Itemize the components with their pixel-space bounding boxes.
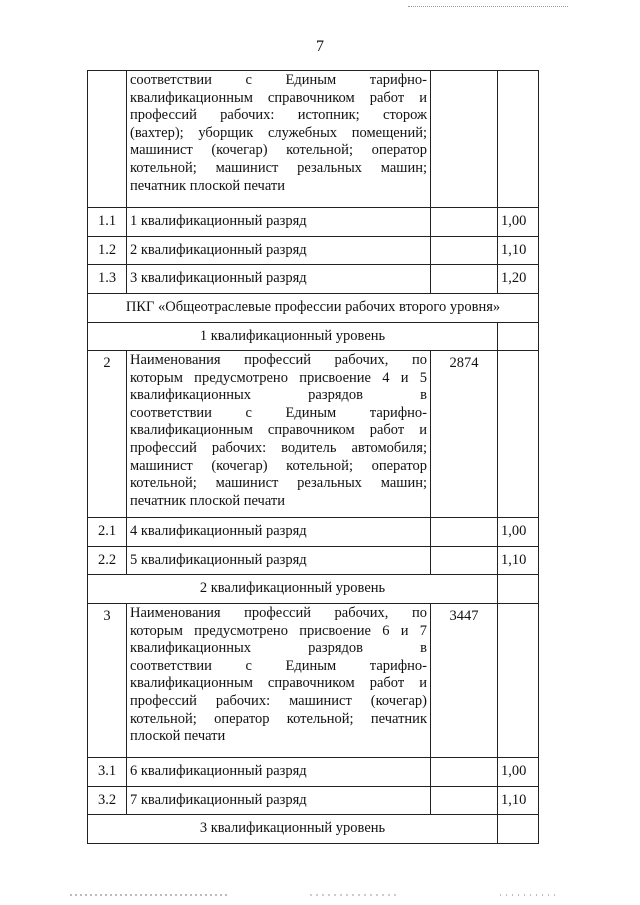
qualification-grade: 6 квалификационный разряд [127,758,431,787]
profession-description: Наименования профессий рабочих, по которым предусмотрено присвоение 4 и 5 квалификационных разрядов в соответствии с Единым тарифно- квалификационным справочником работ и профессий рабочих: водитель автомобиля; машинист (кочегар) котельной; оператор котельной; машинист резальных машин; печатник плоской печати [127,351,431,518]
qualification-grade: 7 квалификационный разряд [127,787,431,815]
table-row [88,265,539,294]
coefficient: 1,00 [498,208,539,237]
qualification-grade: 5 квалификационный разряд [127,547,431,575]
salary-cell [431,787,498,815]
table-row [88,323,539,351]
row-number: 3.2 [88,787,127,815]
base-salary: 2874 [431,351,498,518]
row-number: 2.1 [88,518,127,547]
table-row [88,208,539,237]
profession-description: Наименования профессий рабочих, по которым предусмотрено присвоение 6 и 7 квалификационных разрядов в соответствии с Единым тарифно- квалификационным справочником работ и профессий рабочих: машинист (кочегар) котельной; оператор котельной; печатник плоской печати [127,604,431,758]
table-row [88,518,539,547]
salary-cell [431,547,498,575]
coefficient: 1,10 [498,237,539,265]
coefficient-cell [498,71,539,208]
coefficient: 1,10 [498,787,539,815]
coefficient: 1,10 [498,547,539,575]
table-row [88,575,539,604]
row-number: 1.1 [88,208,127,237]
table-row [88,71,539,208]
table-row [88,815,539,844]
row-number: 3 [88,604,127,758]
row-number: 1.3 [88,265,127,294]
coefficient-cell [498,351,539,518]
coefficient: 1,00 [498,758,539,787]
scan-edge-line [408,6,568,7]
qualification-level-heading: 1 квалификационный уровень [88,323,498,351]
table-row [88,758,539,787]
coefficient-cell [498,575,539,604]
table-row [88,604,539,758]
scan-noise-strip [0,892,640,898]
pkg-group-heading: ПКГ «Общеотраслевые профессии рабочих второго уровня» [88,294,539,323]
salary-cell [431,208,498,237]
page-number: 7 [316,38,324,55]
row-number: 3.1 [88,758,127,787]
qualification-grade: 2 квалификационный разряд [127,237,431,265]
row-number-cell [88,71,127,208]
profession-description: соответствии с Единым тарифно- квалификационным справочником работ и профессий рабочих: истопник; сторож (вахтер); уборщик служебных помещений; машинист (кочегар) котельной; оператор котельной; машинист резальных машин; печатник плоской печати [127,71,431,208]
table-row [88,547,539,575]
table-row [88,237,539,265]
base-salary: 3447 [431,604,498,758]
table-row [88,787,539,815]
qualification-grade: 4 квалификационный разряд [127,518,431,547]
salary-cell [431,758,498,787]
qualification-grade: 1 квалификационный разряд [127,208,431,237]
row-number: 2 [88,351,127,518]
row-number: 1.2 [88,237,127,265]
qualification-grade: 3 квалификационный разряд [127,265,431,294]
table-row [88,294,539,323]
coefficient: 1,00 [498,518,539,547]
salary-table [87,70,539,844]
qualification-level-heading: 3 квалификационный уровень [88,815,498,844]
salary-cell [431,265,498,294]
row-number: 2.2 [88,547,127,575]
salary-cell [431,518,498,547]
table-row [88,351,539,518]
coefficient: 1,20 [498,265,539,294]
qualification-level-heading: 2 квалификационный уровень [88,575,498,604]
coefficient-cell [498,323,539,351]
coefficient-cell [498,815,539,844]
salary-cell [431,71,498,208]
salary-cell [431,237,498,265]
coefficient-cell [498,604,539,758]
